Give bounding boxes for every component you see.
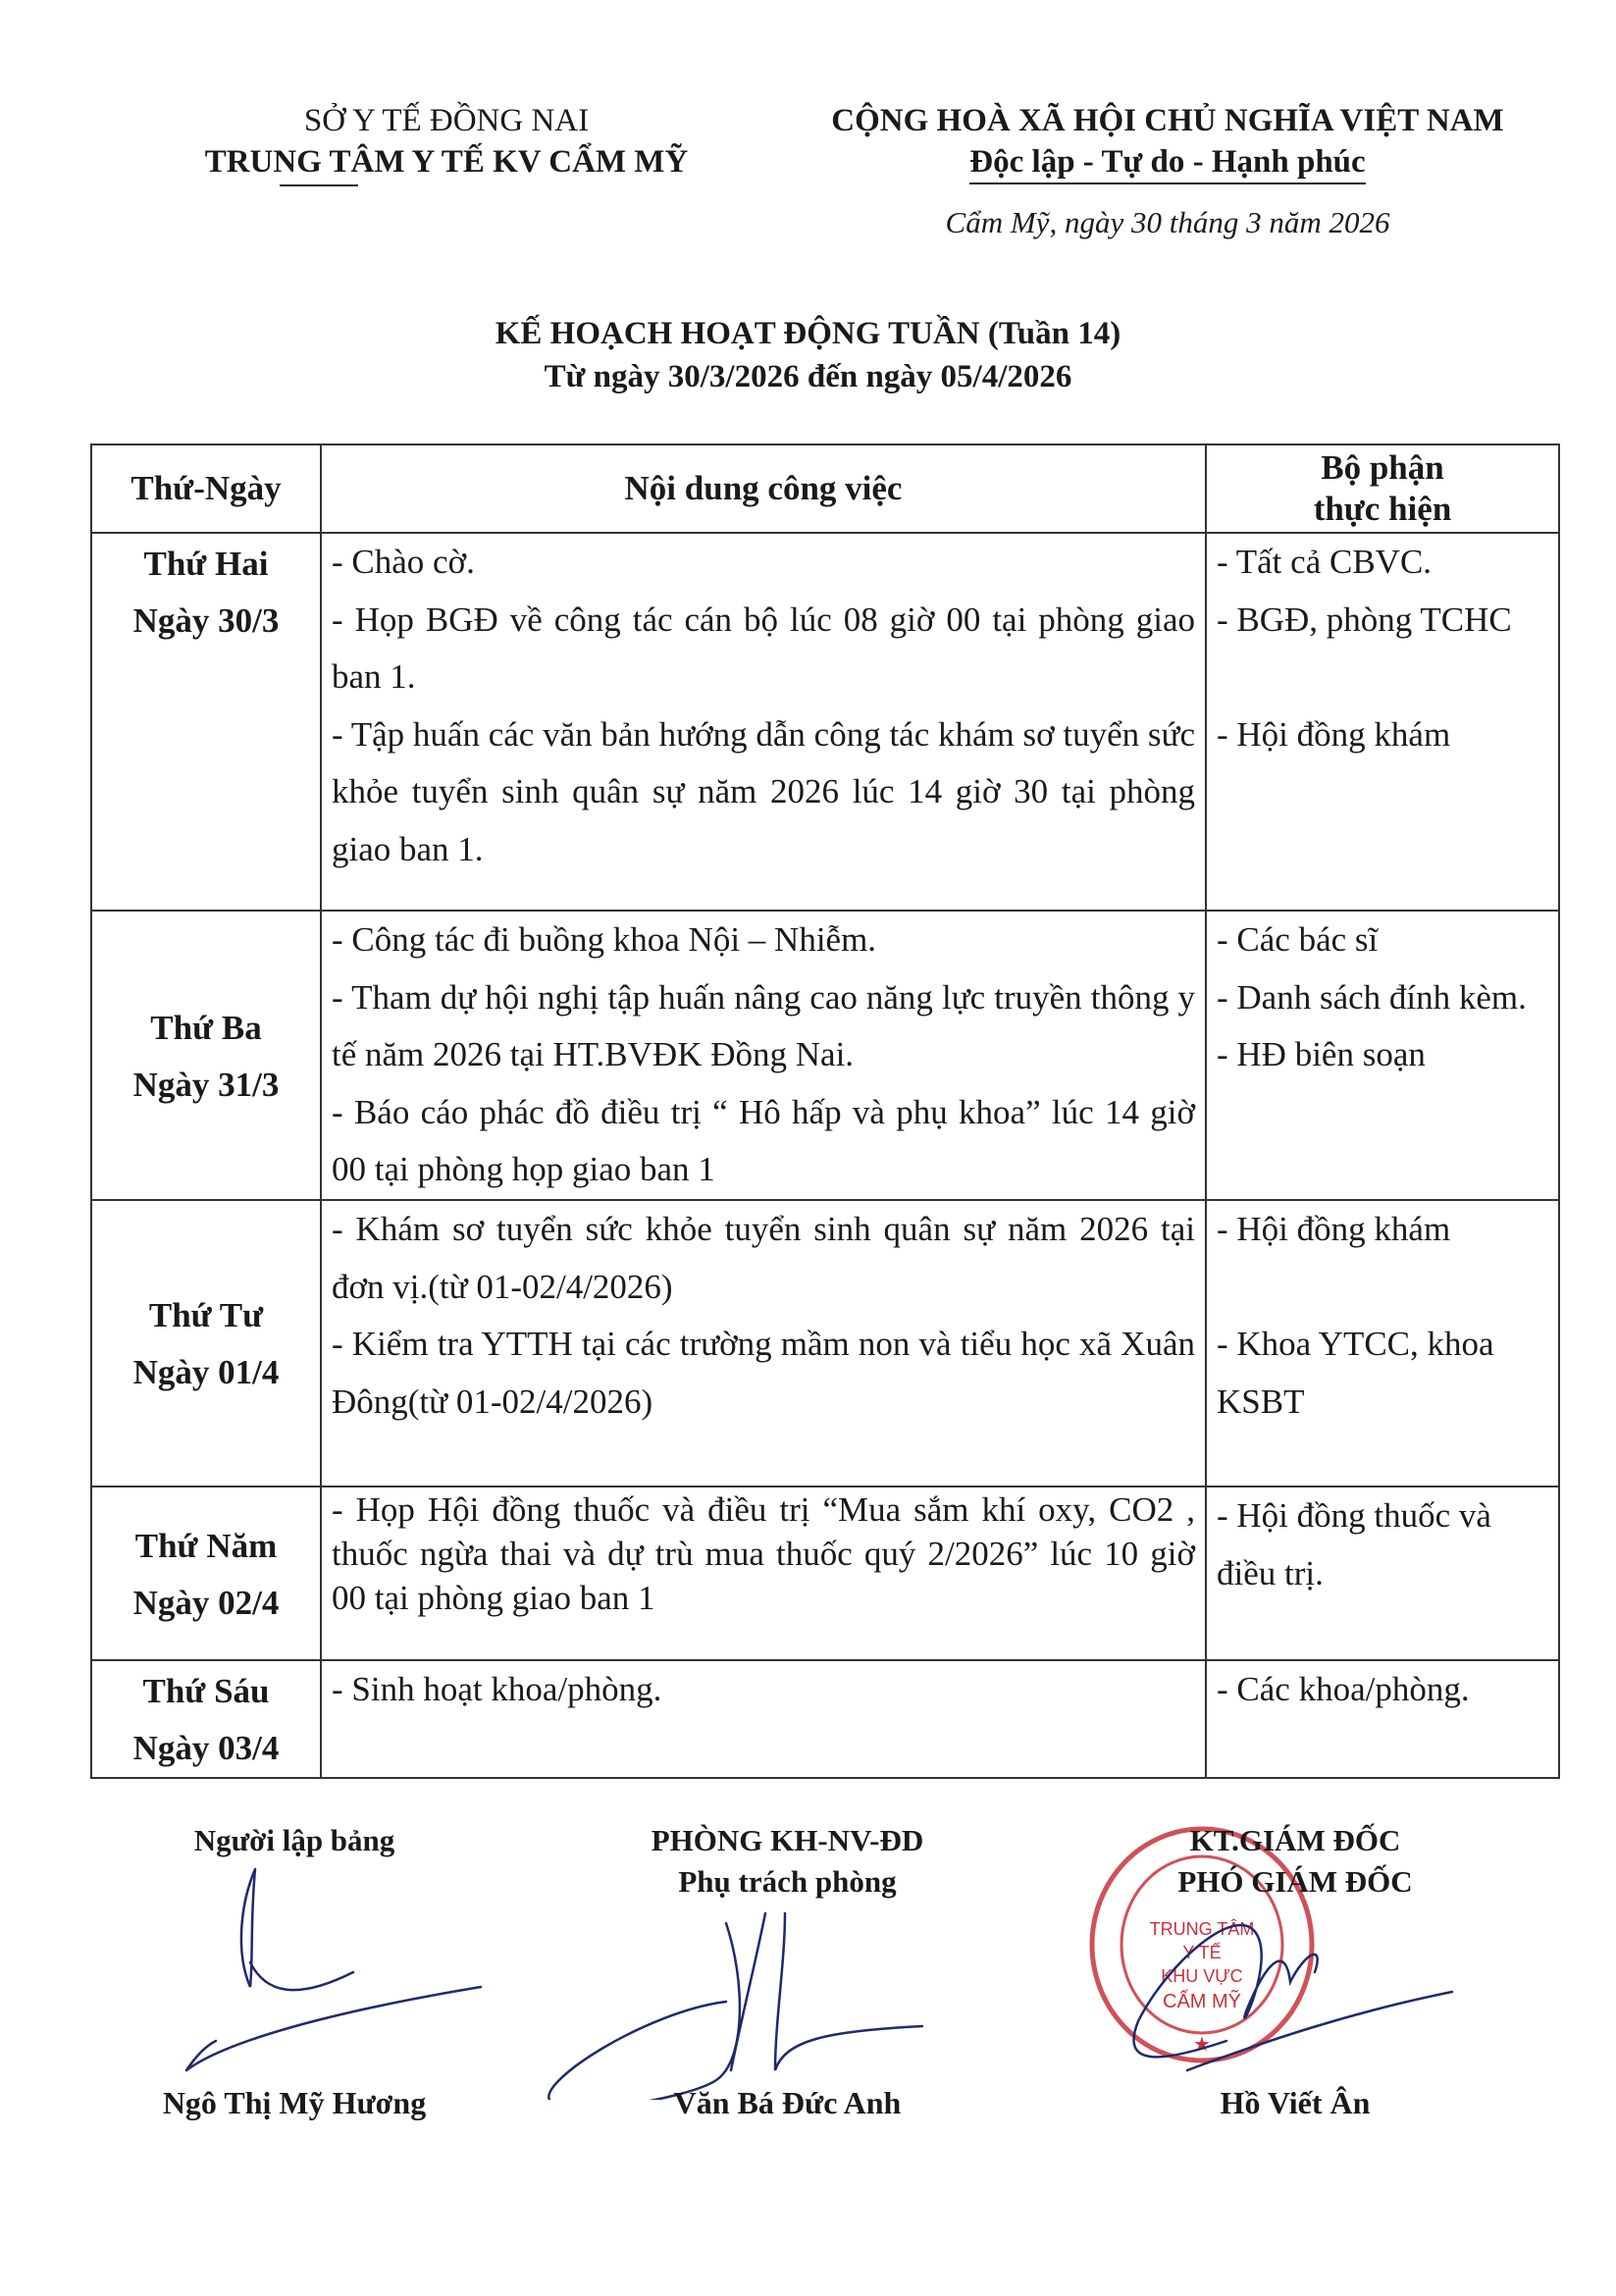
svg-text:TRUNG TÂM: TRUNG TÂM (1149, 1919, 1255, 1939)
dept: - HĐ biên soạn (1217, 1035, 1426, 1073)
day-date: Ngày 01/4 (132, 1353, 280, 1391)
day-cell (91, 911, 321, 1200)
agency-underline (280, 184, 358, 186)
task: - Kiểm tra YTTH tại các trường mầm non và tiểu học xã Xuân Đông(từ 01-02/4/2026) (332, 1325, 1195, 1421)
task: - Chào cờ. (332, 543, 475, 581)
weekday: Thứ Ba (150, 1008, 262, 1047)
role: PHÒNG KH-NV-ĐD (651, 1823, 924, 1857)
table-row (91, 911, 1559, 1200)
table-row (91, 1660, 1559, 1778)
weekday: Thứ Sáu (142, 1672, 270, 1710)
day-date: Ngày 03/4 (132, 1729, 280, 1767)
dept: - Các khoa/phòng. (1217, 1670, 1470, 1708)
dept: - Tất cả CBVC. (1217, 543, 1433, 581)
dept-cell (1206, 1660, 1559, 1778)
role: PHÓ GIÁM ĐỐC (1177, 1864, 1413, 1899)
day-cell (91, 1660, 321, 1778)
col-day: Thứ-Ngày (91, 444, 321, 533)
dept: - Các bác sĩ (1217, 920, 1379, 959)
issuing-agency (118, 100, 775, 186)
content-cell (321, 911, 1206, 1200)
dept-cell (1206, 1487, 1559, 1660)
weekly-plan-table (90, 444, 1560, 1779)
role: KT.GIÁM ĐỐC (1189, 1823, 1401, 1857)
table-row (91, 533, 1559, 911)
task: - Báo cáo phác đồ điều trị “ Hô hấp và phụ khoa” lúc 14 giờ 00 tại phòng họp giao ban 1 (332, 1092, 1195, 1188)
day-cell (91, 1487, 321, 1660)
signer-name: Ngô Thị Mỹ Hương (162, 2085, 427, 2120)
weekday: Thứ Tư (148, 1296, 264, 1334)
content-cell (321, 1200, 1206, 1487)
weekday: Thứ Hai (143, 545, 269, 583)
country-name: CỘNG HOÀ XÃ HỘI CHỦ NGHĨA VIỆT NAM (831, 103, 1504, 138)
content-cell (321, 1660, 1206, 1778)
content-cell (321, 1487, 1206, 1660)
role: Người lập bảng (193, 1823, 395, 1857)
col-dept-line1: Bộ phận (1321, 448, 1444, 487)
signer-role-3 (1089, 1820, 1501, 1903)
svg-text:Y TẾ: Y TẾ (1182, 1943, 1222, 1962)
motto: Độc lập - Tự do - Hạnh phúc (969, 141, 1365, 184)
dept: - Hội đồng khám (1217, 714, 1451, 754)
day-cell (91, 533, 321, 911)
table-header (91, 444, 1559, 533)
svg-text:KHU VỰC: KHU VỰC (1161, 1966, 1243, 1986)
dept-cell (1206, 1200, 1559, 1487)
signer-name: Hồ Viết Ân (1220, 2085, 1371, 2120)
svg-text:★: ★ (1193, 2034, 1211, 2056)
day-date: Ngày 30/3 (132, 601, 280, 640)
svg-text:CẨM MỸ: CẨM MỸ (1163, 1991, 1241, 2012)
document-date: Cẩm Mỹ, ngày 30 tháng 3 năm 2026 (945, 205, 1390, 239)
day-date: Ngày 31/3 (132, 1065, 280, 1104)
dept-cell (1206, 533, 1559, 911)
dept: - Hội đồng thuốc và điều trị. (1217, 1496, 1491, 1592)
task: - Sinh hoạt khoa/phòng. (332, 1670, 662, 1708)
day-date: Ngày 02/4 (132, 1583, 280, 1622)
task: - Tập huấn các văn bản hướng dẫn công tác khám sơ tuyển sức khỏe tuyển sinh quân sự năm 2026 lúc 14 giờ 30 tại phòng giao ban 1. (332, 714, 1196, 868)
content-cell (321, 533, 1206, 911)
agency-parent: SỞ Y TẾ ĐỒNG NAI (303, 103, 590, 138)
title-line: KẾ HOẠCH HOẠT ĐỘNG TUẦN (Tuần 14) (495, 316, 1121, 351)
day-cell (91, 1200, 321, 1487)
table-row (91, 1487, 1559, 1660)
task: - Công tác đi buồng khoa Nội – Nhiễm. (332, 920, 877, 959)
national-motto (765, 100, 1570, 243)
col-dept-line2: thực hiện (1313, 490, 1452, 528)
dept: - Hội đồng khám (1217, 1210, 1451, 1248)
task: - Khám sơ tuyển sức khỏe tuyển sinh quân sự năm 2026 tại đơn vị.(từ 01-02/4/2026) (332, 1210, 1195, 1306)
col-content: Nội dung công việc (321, 444, 1206, 533)
signer-name: Văn Bá Đức Anh (673, 2085, 902, 2120)
date-range: Từ ngày 30/3/2026 đến ngày 05/4/2026 (544, 359, 1072, 394)
col-dept (1206, 444, 1559, 533)
dept: - BGĐ, phòng TCHC (1217, 600, 1512, 639)
task: - Tham dự hội nghị tập huấn nâng cao năng lực truyền thông y tế năm 2026 tại HT.BVĐK Đồng Nai. (332, 977, 1195, 1073)
dept: - Danh sách đính kèm. (1217, 977, 1527, 1017)
task: - Họp BGĐ về công tác cán bộ lúc 08 giờ 00 tại phòng giao ban 1. (332, 600, 1195, 696)
weekday: Thứ Năm (134, 1526, 278, 1565)
role: Phụ trách phòng (678, 1864, 897, 1899)
document-title (0, 312, 1616, 398)
dept-cell (1206, 911, 1559, 1200)
table-row (91, 1200, 1559, 1487)
agency-name: TRUNG TÂM Y TẾ KV CẨM MỸ (204, 144, 689, 180)
task: - Họp Hội đồng thuốc và điều trị “Mua sắm khí oxy, CO2 , thuốc ngừa thai và dự trù mua thuốc quý 2/2026” lúc 10 giờ 00 tại phòng giao ban 1 (332, 1490, 1195, 1617)
dept: - Khoa YTCC, khoa KSBT (1217, 1325, 1494, 1421)
